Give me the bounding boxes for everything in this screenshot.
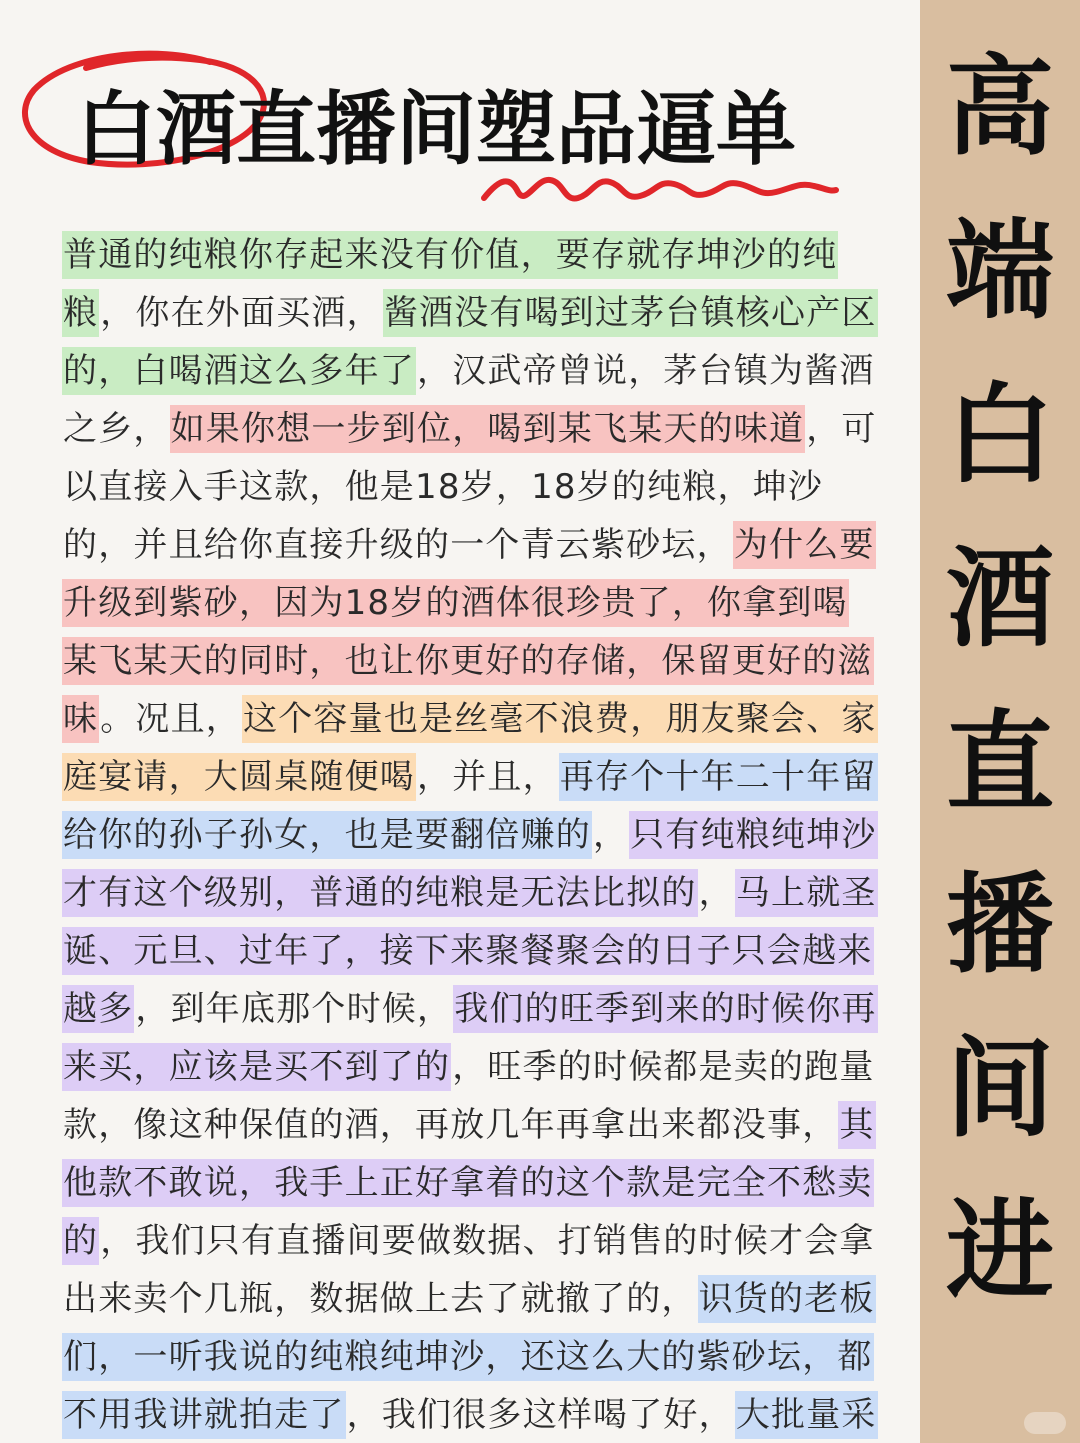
highlighted-text: 的，白喝酒这么多年了	[62, 347, 416, 395]
side-title-char: 白	[945, 373, 1054, 498]
text-line	[62, 688, 908, 746]
side-title-char: 高	[945, 45, 1054, 170]
highlighted-text: 味	[62, 695, 99, 743]
side-title-char: 端	[945, 209, 1054, 334]
highlighted-text: 我们的旺季到来的时候你再	[453, 985, 877, 1033]
side-title-char: 酒	[945, 537, 1054, 662]
text-segment: 的，并且给你直接升级的一个青云紫砂坛，	[63, 524, 732, 565]
side-title-char: 进	[945, 1189, 1054, 1314]
highlighted-text: 给你的孙子孙女，也是要翻倍赚的	[62, 811, 592, 859]
side-title-char: 直	[945, 701, 1054, 826]
highlighted-text: 马上就圣	[735, 869, 878, 917]
text-segment: ，可	[806, 408, 877, 449]
highlighted-text: 大批量采	[735, 1391, 878, 1439]
highlighted-text: 普通的纯粮你存起来没有价值，要存就存坤沙的纯	[62, 231, 838, 279]
text-segment: ，旺季的时候都是卖的跑量	[452, 1046, 875, 1087]
side-title-char: 间	[945, 1027, 1054, 1152]
text-line	[62, 630, 908, 688]
highlighted-text: 的	[62, 1217, 99, 1265]
highlighted-text: 这个容量也是丝毫不浪费，朋友聚会、家	[242, 695, 878, 743]
text-line	[62, 862, 908, 920]
red-squiggle-underline	[480, 168, 840, 208]
text-line	[62, 572, 908, 630]
article-body	[62, 224, 908, 1442]
text-line	[62, 978, 908, 1036]
text-segment: ，并且，	[417, 756, 558, 797]
text-segment: 之乡，	[63, 408, 169, 449]
text-segment: ，到年底那个时候，	[135, 988, 453, 1029]
text-segment: ，	[593, 814, 629, 855]
highlighted-text: 其	[838, 1101, 875, 1149]
highlighted-text: 不用我讲就拍走了	[62, 1391, 346, 1439]
text-line	[62, 1268, 908, 1326]
highlighted-text: 酱酒没有喝到过茅台镇核心产区	[383, 289, 878, 337]
highlighted-text: 诞、元旦、过年了，接下来聚餐聚会的日子只会越来	[62, 927, 874, 975]
text-segment: 款，像这种保值的酒，再放几年再拿出来都没事，	[63, 1104, 838, 1145]
highlighted-text: 来买，应该是买不到了的	[62, 1043, 451, 1091]
text-line	[62, 1152, 908, 1210]
text-segment: ，我们只有直播间要做数据、打销售的时候才会拿	[100, 1220, 875, 1261]
text-line	[62, 1210, 908, 1268]
highlighted-text: 为什么要	[733, 521, 876, 569]
highlighted-text: 如果你想一步到位，喝到某飞某天的味道	[170, 405, 806, 453]
highlighted-text: 粮	[62, 289, 99, 337]
text-segment: 出来卖个几瓶，数据做上去了就撤了的，	[63, 1278, 697, 1319]
side-title-char: 播	[945, 863, 1054, 988]
text-segment: ，你在外面买酒，	[100, 292, 382, 333]
text-line	[62, 804, 908, 862]
text-line	[62, 224, 908, 282]
page-title: 白酒直播间塑品逼单	[76, 83, 796, 176]
text-line	[62, 1326, 908, 1384]
text-line	[62, 1036, 908, 1094]
highlighted-text: 庭宴请，大圆桌随便喝	[62, 753, 416, 801]
title-area	[0, 40, 920, 210]
text-line	[62, 1384, 908, 1442]
text-line	[62, 920, 908, 978]
text-segment: ，汉武帝曾说，茅台镇为酱酒	[417, 350, 875, 391]
text-segment: ，	[698, 872, 734, 913]
highlighted-text: 他款不敢说，我手上正好拿着的这个款是完全不愁卖	[62, 1159, 874, 1207]
text-line	[62, 514, 908, 572]
text-line	[62, 1094, 908, 1152]
text-line	[62, 398, 908, 456]
highlighted-text: 们，一听我说的纯粮纯坤沙，还这么大的紫砂坛，都	[62, 1333, 874, 1381]
text-line	[62, 340, 908, 398]
text-line	[62, 456, 908, 514]
text-segment: 。况且，	[100, 698, 242, 739]
side-banner	[920, 0, 1080, 1443]
highlighted-text: 才有这个级别，普通的纯粮是无法比拟的	[62, 869, 698, 917]
highlighted-text: 只有纯粮纯坤沙	[629, 811, 877, 859]
highlighted-text: 升级到紫砂，因为18岁的酒体很珍贵了，你拿到喝	[62, 579, 849, 627]
text-segment: 以直接入手这款，他是18岁，18岁的纯粮，坤沙	[63, 466, 824, 507]
text-line	[62, 746, 908, 804]
highlighted-text: 某飞某天的同时，也让你更好的存储，保留更好的滋	[62, 637, 874, 685]
highlighted-text: 再存个十年二十年留	[559, 753, 878, 801]
highlighted-text: 越多	[62, 985, 134, 1033]
text-line	[62, 282, 908, 340]
watermark	[1024, 1412, 1066, 1434]
highlighted-text: 识货的老板	[698, 1275, 876, 1323]
text-segment: ，我们很多这样喝了好，	[346, 1394, 734, 1435]
